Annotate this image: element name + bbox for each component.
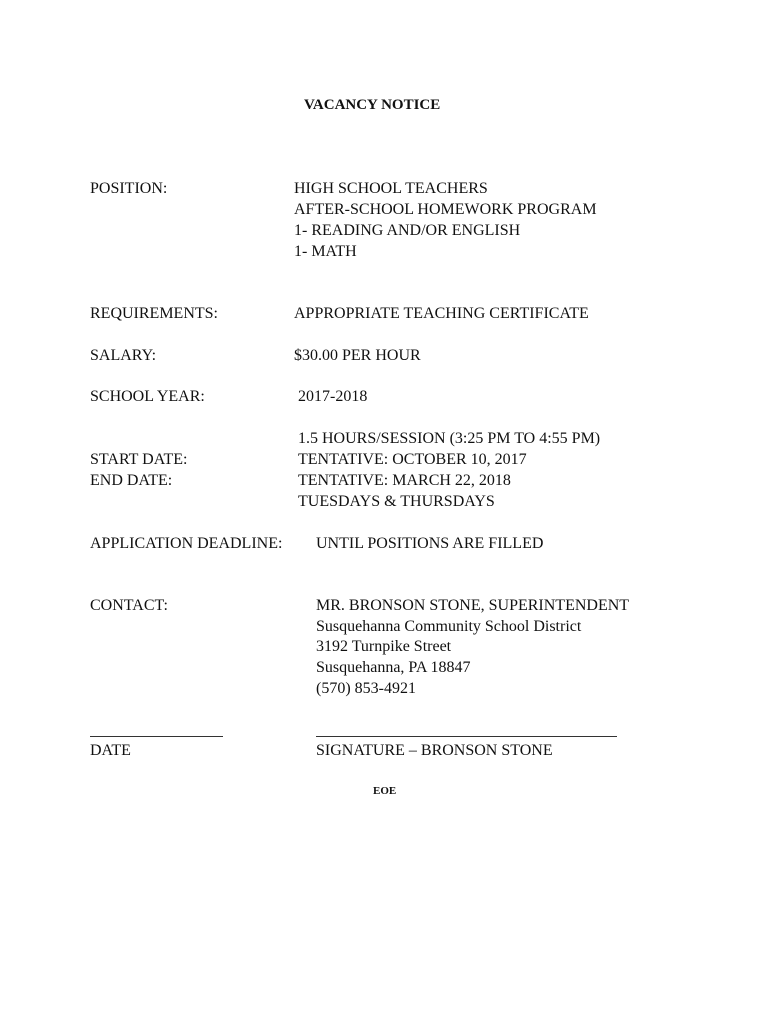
position-line: 1- READING AND/OR ENGLISH <box>294 222 521 239</box>
school-year-label: SCHOOL YEAR: <box>90 388 205 405</box>
application-deadline-value: UNTIL POSITIONS ARE FILLED <box>316 535 544 552</box>
contact-line: Susquehanna Community School District <box>316 618 582 635</box>
position-line: HIGH SCHOOL TEACHERS <box>294 180 488 197</box>
salary-label: SALARY: <box>90 347 157 364</box>
eoe-note: EOE <box>373 785 397 797</box>
start-date-label: START DATE: <box>90 451 188 468</box>
position-line: AFTER-SCHOOL HOMEWORK PROGRAM <box>294 201 597 218</box>
session-hours: 1.5 HOURS/SESSION (3:25 PM TO 4:55 PM) <box>298 430 601 447</box>
session-days: TUESDAYS & THURSDAYS <box>298 493 495 510</box>
contact-label: CONTACT: <box>90 597 168 614</box>
school-year-value: 2017-2018 <box>298 388 368 405</box>
contact-line: (570) 853-4921 <box>316 680 416 697</box>
position-label: POSITION: <box>90 180 168 197</box>
application-deadline-label: APPLICATION DEADLINE: <box>90 535 283 552</box>
end-date-value: TENTATIVE: MARCH 22, 2018 <box>298 472 511 489</box>
salary-value: $30.00 PER HOUR <box>294 347 421 364</box>
signature-line <box>316 736 617 737</box>
date-label: DATE <box>90 742 131 759</box>
date-signature-line <box>90 736 223 737</box>
end-date-label: END DATE: <box>90 472 173 489</box>
contact-line: MR. BRONSON STONE, SUPERINTENDENT <box>316 597 630 614</box>
page-title: VACANCY NOTICE <box>304 97 441 113</box>
contact-line: Susquehanna, PA 18847 <box>316 659 471 676</box>
start-date-value: TENTATIVE: OCTOBER 10, 2017 <box>298 451 527 468</box>
requirements-label: REQUIREMENTS: <box>90 305 218 322</box>
signature-label: SIGNATURE – BRONSON STONE <box>316 742 553 759</box>
position-line: 1- MATH <box>294 243 357 260</box>
requirements-value: APPROPRIATE TEACHING CERTIFICATE <box>294 305 589 322</box>
contact-line: 3192 Turnpike Street <box>316 638 452 655</box>
